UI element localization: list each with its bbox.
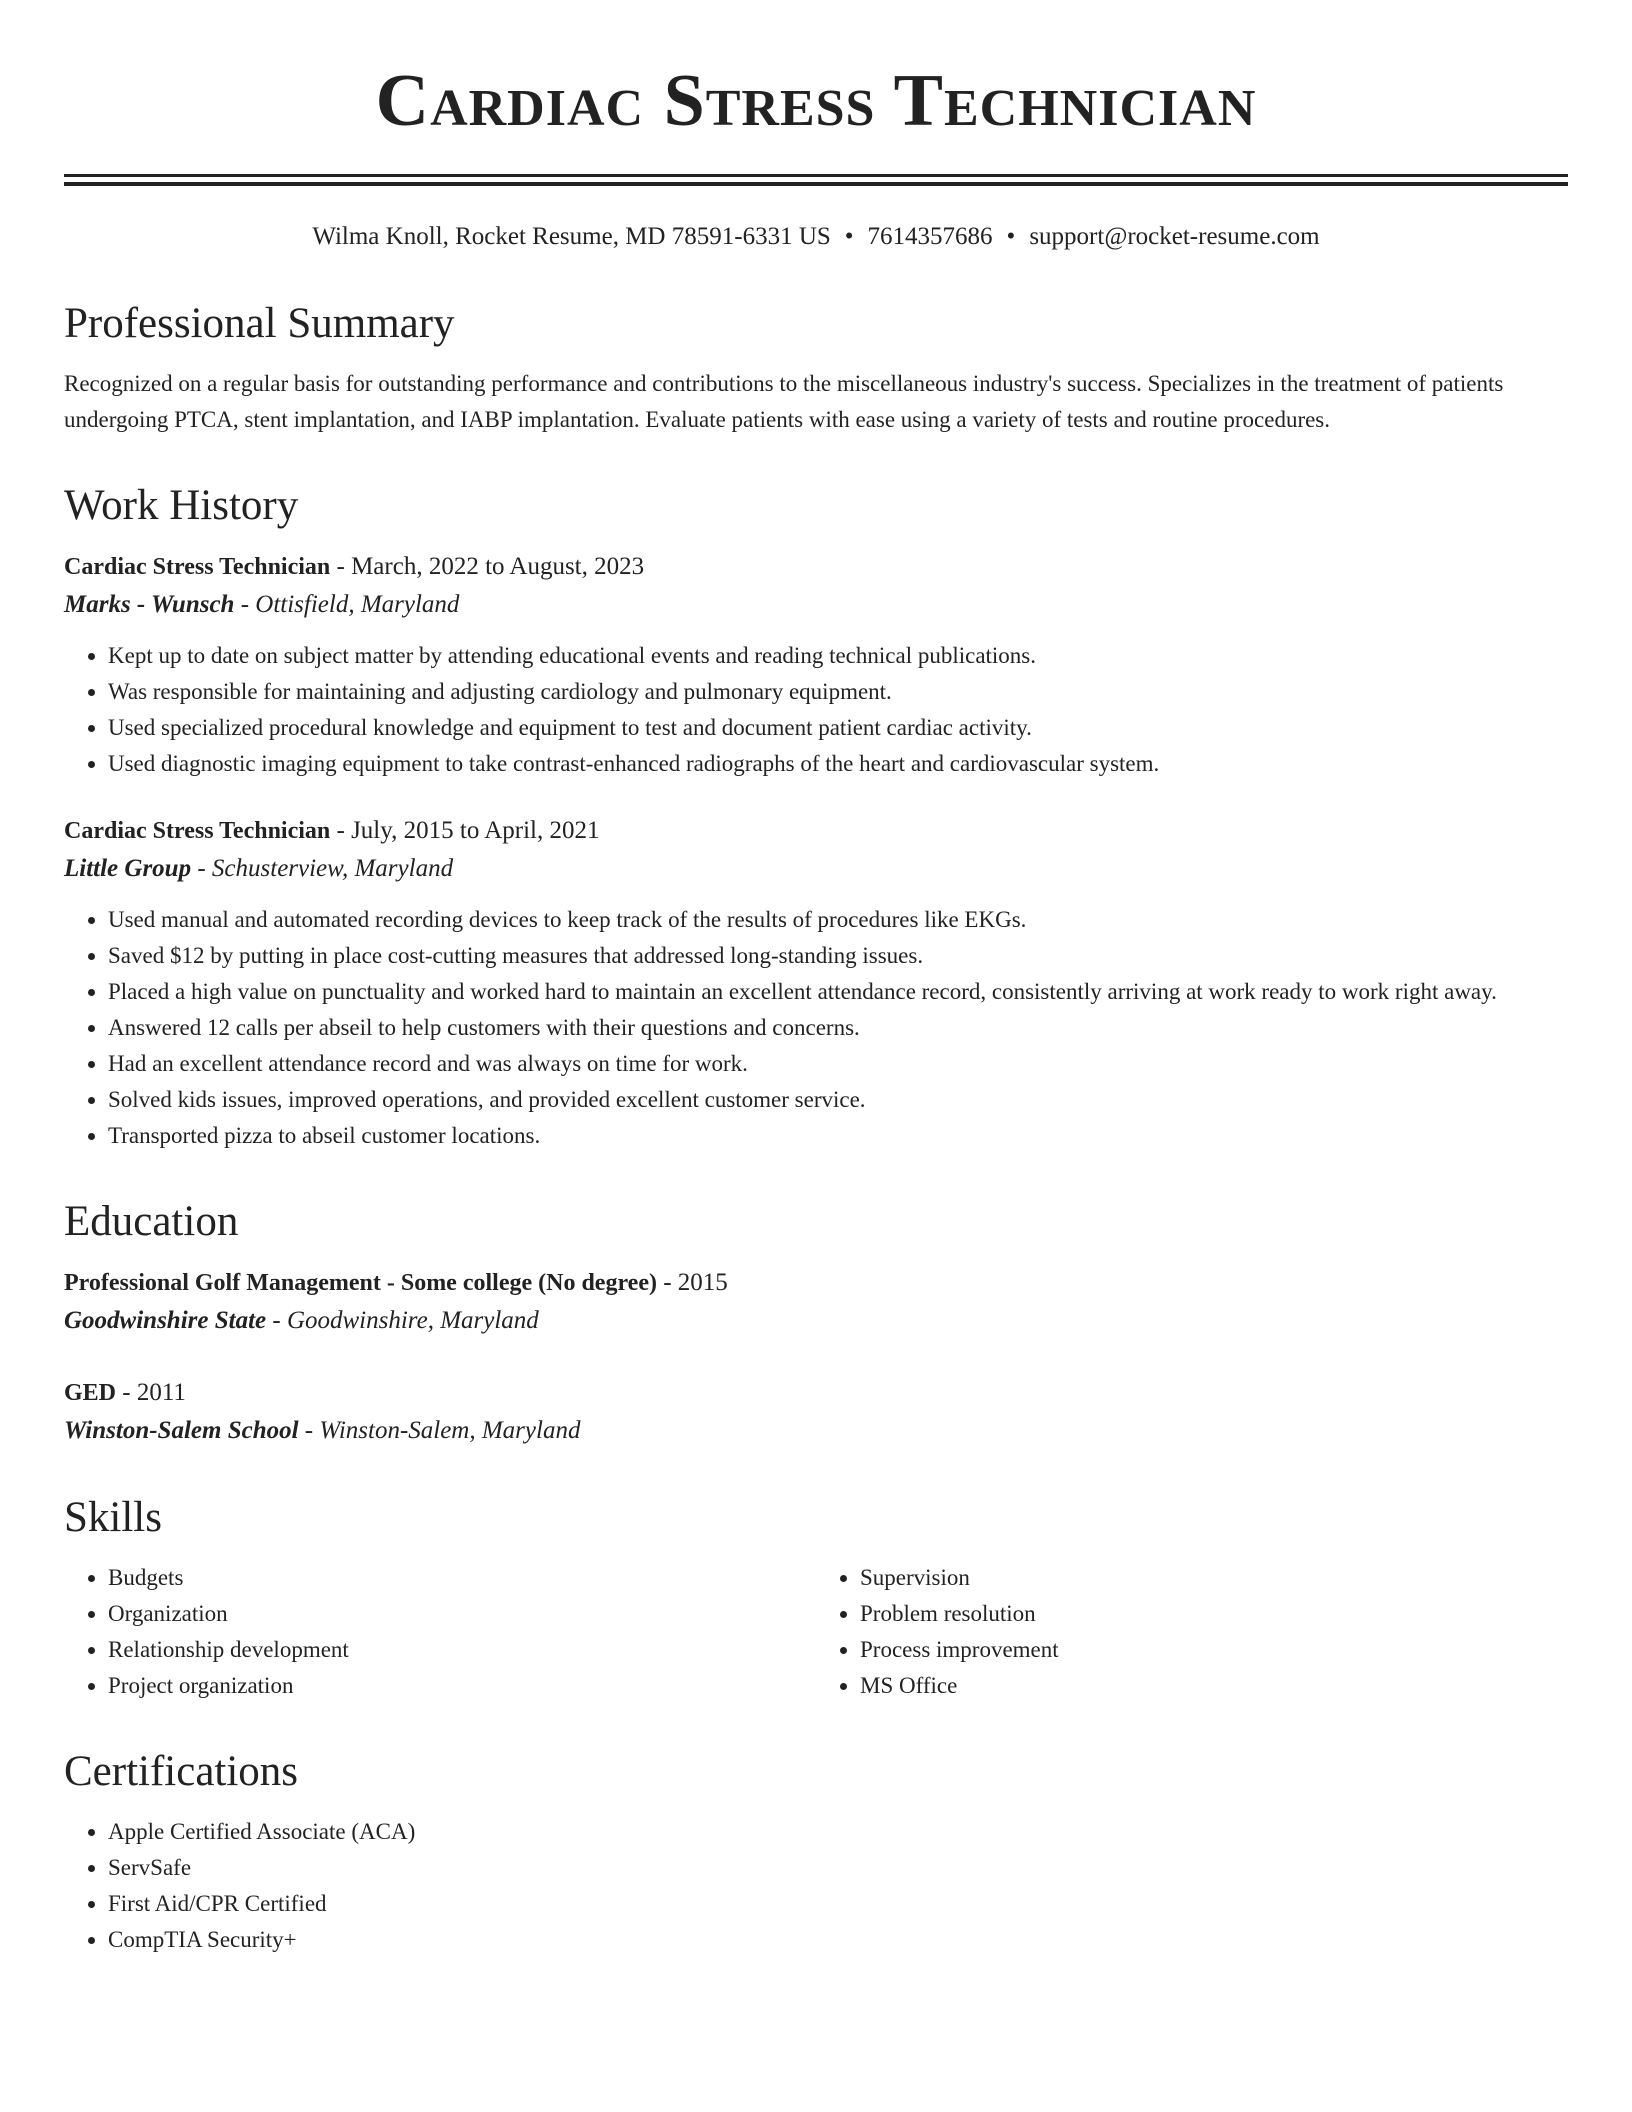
job-bullets (64, 902, 1568, 1154)
skill-item: • Problem resolution (860, 1596, 1568, 1632)
education-entry (64, 1264, 1568, 1340)
job-bullets (64, 638, 1568, 782)
job-bullet: • Had an excellent attendance record and was always on time for work. (108, 1046, 1568, 1082)
skill-item: • Supervision (860, 1560, 1568, 1596)
job-company-line (64, 850, 1568, 888)
education-section (64, 1194, 1568, 1450)
contact-separator: • (844, 223, 854, 250)
resume-title: Cardiac Stress Technician (375, 60, 1257, 142)
job-bullet: • Saved $12 by putting in place cost-cutting measures that addressed long-standing issues. (108, 938, 1568, 974)
contact-address: Wilma Knoll, Rocket Resume, MD 78591-6331 US (312, 223, 831, 250)
certification-item: • CompTIA Security+ (108, 1922, 1568, 1958)
skill-item: • Process improvement (860, 1632, 1568, 1668)
skill-item: • Relationship development (108, 1632, 816, 1668)
job-location: - Ottisfield, Maryland (234, 591, 460, 618)
education-degree: GED (64, 1380, 117, 1406)
skills-heading: Skills (64, 1494, 162, 1541)
certifications-section (64, 1744, 1568, 1958)
summary-section (64, 296, 1568, 438)
skill-item: • Organization (108, 1596, 816, 1632)
title-divider (64, 174, 1568, 186)
job-bullet: • Answered 12 calls per abseil to help customers with their questions and concerns. (108, 1010, 1568, 1046)
job-bullet: • Was responsible for maintaining and adjusting cardiology and pulmonary equipment. (108, 674, 1568, 710)
job-title: Cardiac Stress Technician (64, 818, 331, 844)
skills-section (64, 1490, 1568, 1704)
job-company: Marks - Wunsch (64, 591, 235, 618)
certifications-list (64, 1814, 1568, 1958)
job-bullet: • Used diagnostic imaging equipment to take contrast-enhanced radiographs of the heart and cardiovascular system. (108, 746, 1568, 782)
job-bullet: • Solved kids issues, improved operations, and provided excellent customer service. (108, 1082, 1568, 1118)
contact-line (64, 220, 1568, 254)
job-dates: - March, 2022 to August, 2023 (330, 553, 645, 580)
skills-column-left (64, 1560, 816, 1704)
job-bullet: • Transported pizza to abseil customer locations. (108, 1118, 1568, 1154)
education-school-line (64, 1302, 1568, 1340)
education-school-line (64, 1412, 1568, 1450)
education-school: Winston-Salem School (64, 1417, 299, 1444)
contact-separator: • (1006, 223, 1016, 250)
job-company-line (64, 586, 1568, 624)
education-location: - Goodwinshire, Maryland (266, 1307, 539, 1334)
job-title: Cardiac Stress Technician (64, 554, 331, 580)
job-bullet: • Used specialized procedural knowledge and equipment to test and document patient cardiac activity. (108, 710, 1568, 746)
job-location: - Schusterview, Maryland (191, 855, 454, 882)
education-year: - 2015 (656, 1269, 728, 1296)
education-school: Goodwinshire State (64, 1307, 267, 1334)
education-degree-line (64, 1264, 1568, 1302)
skill-item: • Budgets (108, 1560, 816, 1596)
job-bullet: • Kept up to date on subject matter by attending educational events and reading technical publications. (108, 638, 1568, 674)
education-degree-line (64, 1374, 1568, 1412)
certifications-heading: Certifications (64, 1748, 299, 1795)
certification-item: • Apple Certified Associate (ACA) (108, 1814, 1568, 1850)
work-history-section (64, 478, 1568, 1154)
summary-text: Recognized on a regular basis for outstanding performance and contributions to the miscellaneous industry's success. Specializes in the treatment of patients undergoing PTCA, stent implantation, and IABP implantation. Evaluate patients with ease using a variety of tests and routine procedures. (64, 371, 1504, 432)
skills-column-right (816, 1560, 1568, 1704)
job-dates: - July, 2015 to April, 2021 (330, 817, 600, 844)
contact-email: support@rocket-resume.com (1029, 223, 1320, 250)
certification-item: • First Aid/CPR Certified (108, 1886, 1568, 1922)
education-degree: Professional Golf Management - Some college (No degree) (64, 1270, 657, 1296)
education-year: - 2011 (116, 1379, 186, 1406)
certification-item: • ServSafe (108, 1850, 1568, 1886)
job-entry (64, 548, 1568, 782)
work-history-heading: Work History (64, 482, 299, 529)
skill-item: • MS Office (860, 1668, 1568, 1704)
contact-phone: 7614357686 (867, 223, 993, 250)
job-bullet: • Placed a high value on punctuality and worked hard to maintain an excellent attendance record, consistently arriving at work ready to work right away. (108, 974, 1568, 1010)
job-bullet: • Used manual and automated recording devices to keep track of the results of procedures like EKGs. (108, 902, 1568, 938)
summary-heading: Professional Summary (64, 300, 455, 347)
education-location: - Winston-Salem, Maryland (298, 1417, 581, 1444)
job-company: Little Group (64, 855, 192, 882)
skills-grid (64, 1560, 1568, 1704)
job-entry (64, 812, 1568, 1154)
education-heading: Education (64, 1198, 239, 1245)
skill-item: • Project organization (108, 1668, 816, 1704)
education-entry (64, 1374, 1568, 1450)
job-title-line (64, 812, 1568, 850)
job-title-line (64, 548, 1568, 586)
